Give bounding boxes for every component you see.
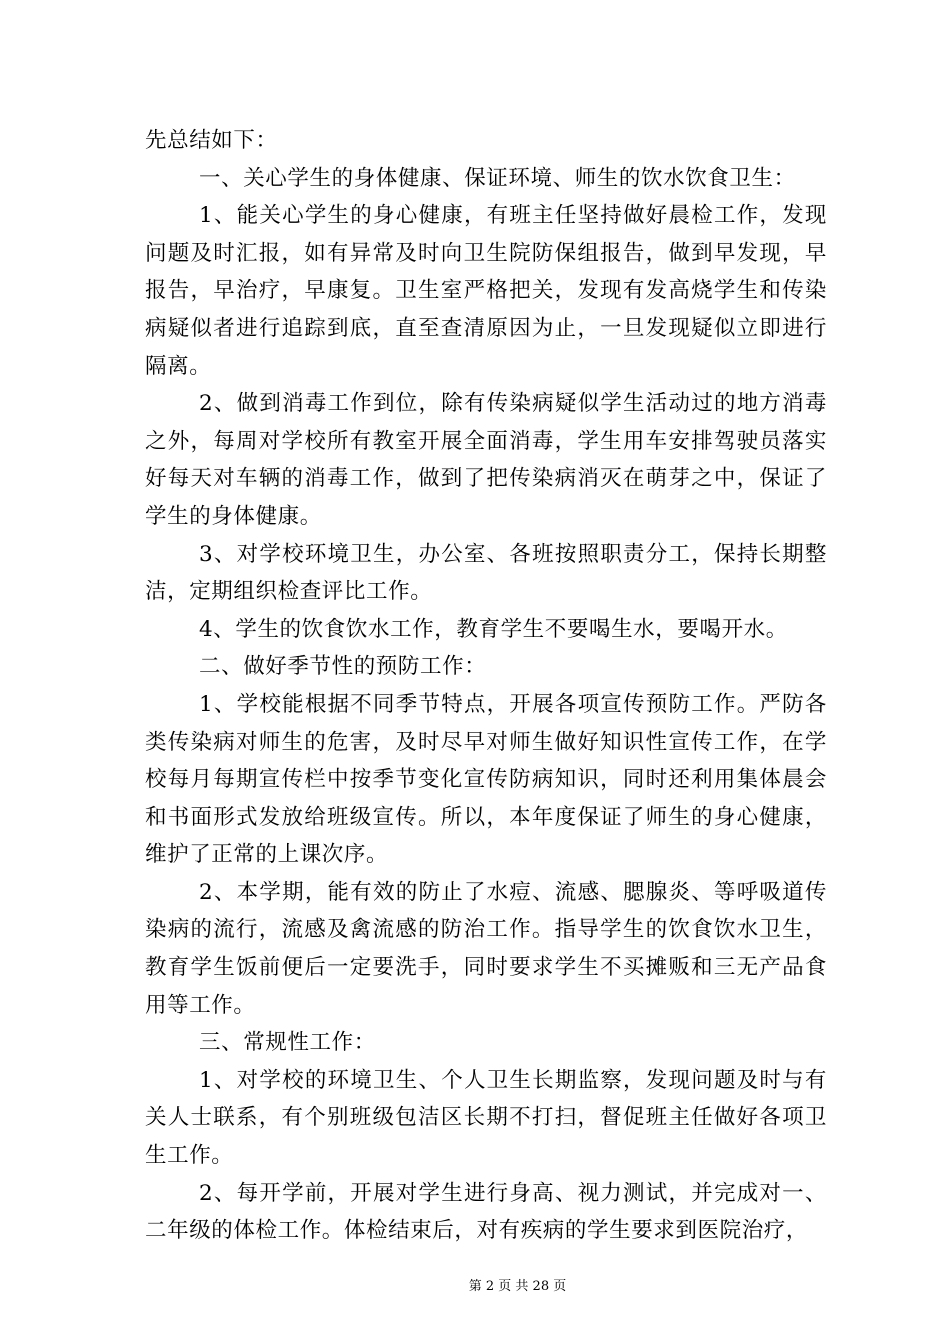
page-number-footer: 第 2 页 共 28 页 [468, 1279, 567, 1294]
paragraph-1-2: 2、做到消毒工作到位，除有传染病疑似学生活动过的地方消毒之外，每周对学校所有教室开展全面消毒，学生用车安排驾驶员落实好每天对车辆的消毒工作，做到了把传染病消灭在萌芽之中，保证了学生的身体健康。 [145, 391, 827, 529]
paragraph-intro: 先总结如下： [145, 128, 278, 153]
paragraph-1-3: 3、对学校环境卫生，办公室、各班按照职责分工，保持长期整洁，定期组织检查评比工作。 [145, 541, 827, 605]
document-body [145, 122, 827, 1250]
paragraph-2-1: 1、学校能根据不同季节特点，开展各项宣传预防工作。严防各类传染病对师生的危害，及时尽早对师生做好知识性宣传工作，在学校每月每期宣传栏中按季节变化宣传防病知识，同时还利用集体晨会和书面形式发放给班级宣传。所以，本年度保证了师生的身心健康，维护了正常的上课次序。 [145, 691, 827, 868]
section-heading-2: 二、做好季节性的预防工作： [199, 654, 487, 680]
paragraph-1-4: 4、学生的饮食饮水工作，教育学生不要喝生水，要喝开水。 [199, 616, 788, 642]
section-heading-3: 三、常规性工作： [199, 1030, 376, 1056]
section-heading-1: 一、关心学生的身体健康、保证环境、师生的饮水饮食卫生： [199, 165, 796, 191]
paragraph-2-2: 2、本学期，能有效的防止了水痘、流感、腮腺炎、等呼吸道传染病的流行，流感及禽流感的防治工作。指导学生的饮食饮水卫生，教育学生饭前便后一定要洗手，同时要求学生不买摊贩和三无产品食用等工作。 [145, 879, 827, 1018]
paragraph-3-2: 2、每开学前，开展对学生进行身高、视力测试，并完成对一、二年级的体检工作。体检结束后，对有疾病的学生要求到医院治疗， [145, 1180, 827, 1244]
paragraph-3-1: 1、对学校的环境卫生、个人卫生长期监察，发现问题及时与有关人士联系，有个别班级包洁区长期不打扫，督促班主任做好各项卫生工作。 [145, 1067, 827, 1169]
paragraph-1-1: 1、能关心学生的身心健康，有班主任坚持做好晨检工作，发现问题及时汇报，如有异常及时向卫生院防保组报告，做到早发现，早报告，早治疗，早康复。卫生室严格把关，发现有发高烧学生和传染病疑似者进行追踪到底，直至查清原因为止，一旦发现疑似立即进行隔离。 [145, 203, 827, 379]
